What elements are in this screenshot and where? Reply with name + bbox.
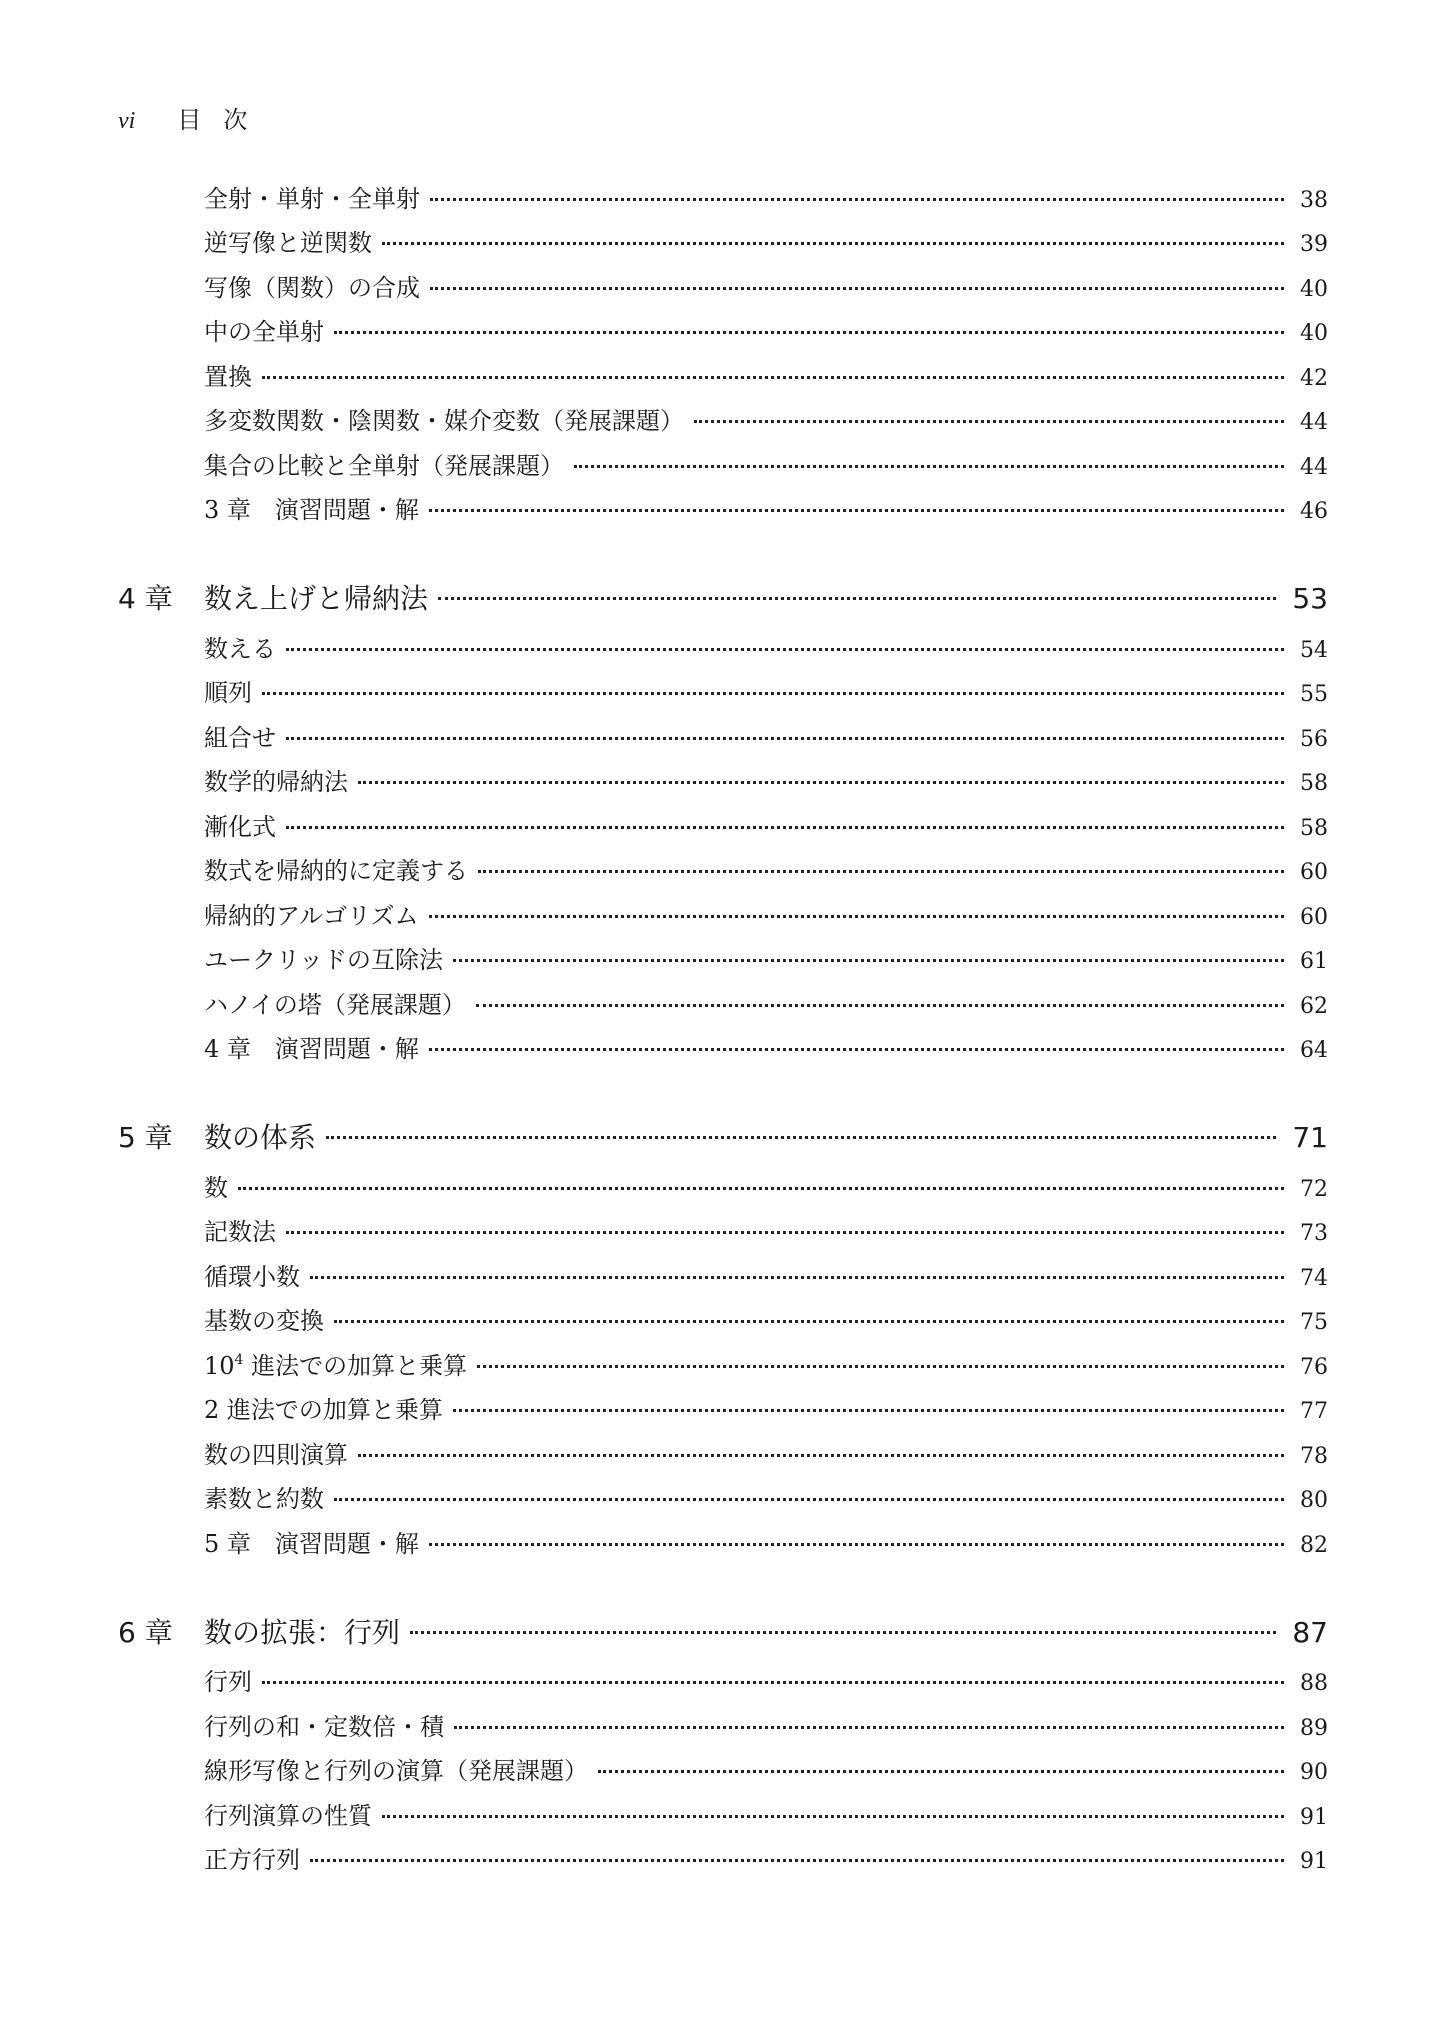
toc-entry-text: 全射・単射・全単射 xyxy=(204,184,420,213)
toc-entry xyxy=(0,1025,1433,1070)
toc-entry-text: 2 進法での加算と乗算 xyxy=(204,1396,443,1425)
dot-leader xyxy=(358,781,1284,784)
toc-entry-label xyxy=(204,673,1328,708)
dot-leader xyxy=(574,465,1284,468)
toc-entry-text: 数式を帰納的に定義する xyxy=(204,857,468,886)
dot-leader xyxy=(262,1681,1284,1684)
toc-entry-page-number: 73 xyxy=(1300,1221,1328,1247)
toc-entry xyxy=(0,1836,1433,1881)
dot-leader xyxy=(694,420,1284,423)
toc-entry-text: 帰納的アルゴリズム xyxy=(204,901,419,930)
toc-entry-label xyxy=(204,940,1328,975)
toc-entry-text: 線形写像と行列の演算（発展課題） xyxy=(204,1757,588,1786)
toc-entry-page-number: 75 xyxy=(1300,1310,1328,1336)
toc-entry-title xyxy=(204,1212,286,1247)
toc-entry xyxy=(0,1475,1433,1520)
toc-entry-page-number: 40 xyxy=(1300,321,1328,347)
chapter-page-number: 71 xyxy=(1292,1121,1328,1154)
toc-entry-title xyxy=(204,1257,310,1292)
toc-entry xyxy=(0,802,1433,847)
toc-entry xyxy=(0,713,1433,758)
toc-entry-text: 数える xyxy=(204,634,276,663)
dot-leader xyxy=(334,1320,1284,1323)
toc-entry-label xyxy=(204,762,1328,797)
dot-leader xyxy=(430,198,1284,201)
dot-leader xyxy=(334,1498,1284,1501)
toc-entry-label xyxy=(204,896,1328,931)
toc-entry-title xyxy=(204,401,694,436)
chapter-number: 6 章 xyxy=(118,1615,173,1649)
toc-entry-label xyxy=(204,490,1328,525)
toc-entry-label xyxy=(204,401,1328,436)
toc-entry-text: 順列 xyxy=(204,679,252,708)
toc-entry-page-number: 39 xyxy=(1300,232,1328,258)
toc-entry xyxy=(0,624,1433,669)
chapter-heading xyxy=(0,1604,1433,1658)
toc-entry-title xyxy=(204,718,286,753)
toc-entry-page-number: 44 xyxy=(1300,454,1328,480)
dot-leader xyxy=(286,826,1284,829)
toc-entry-label xyxy=(204,851,1328,886)
toc-entry xyxy=(0,1208,1433,1253)
toc-entry-title xyxy=(204,629,286,664)
toc-entry-label xyxy=(204,223,1328,258)
toc-entry-label xyxy=(204,1390,1328,1425)
chapter-label xyxy=(204,1611,1328,1651)
toc-entry-text: 置換 xyxy=(204,362,252,391)
dot-leader xyxy=(429,1048,1284,1051)
toc-entry-page-number: 38 xyxy=(1300,187,1328,213)
toc-entry-text-after: 進法での加算と乗算 xyxy=(243,1351,468,1380)
dot-leader xyxy=(382,1815,1284,1818)
dot-leader xyxy=(454,1726,1284,1729)
toc-entry-title xyxy=(204,1840,310,1875)
dot-leader xyxy=(286,648,1284,651)
toc-entry-text: 循環小数 xyxy=(204,1262,300,1291)
running-header xyxy=(118,100,269,135)
toc-entry xyxy=(0,758,1433,803)
chapter-title: 数え上げと帰納法 xyxy=(204,582,429,615)
toc-entry-label xyxy=(204,1435,1328,1470)
toc-entry-text: 素数と約数 xyxy=(204,1485,324,1514)
dot-leader xyxy=(477,1365,1284,1368)
toc-entry-label xyxy=(204,1796,1328,1831)
toc-entry xyxy=(0,980,1433,1025)
toc-entry-page-number: 91 xyxy=(1300,1849,1328,1875)
toc-entry-text: 記数法 xyxy=(204,1218,276,1247)
toc-entry-label xyxy=(204,718,1328,753)
toc-entry xyxy=(0,263,1433,308)
dot-leader xyxy=(410,1631,1276,1634)
dot-leader xyxy=(598,1770,1284,1773)
dot-leader xyxy=(453,1409,1284,1412)
dot-leader xyxy=(382,242,1284,245)
dot-leader xyxy=(262,692,1284,695)
toc-entry-title xyxy=(204,1707,454,1742)
toc-entry-text: 写像（関数）の合成 xyxy=(204,273,420,302)
toc-entry-title xyxy=(204,312,334,347)
toc-entry-text: 行列の和・定数倍・積 xyxy=(204,1712,444,1741)
toc-entry xyxy=(0,1297,1433,1342)
toc-entry-title xyxy=(204,673,262,708)
toc-entry-label xyxy=(204,357,1328,392)
dot-leader xyxy=(310,1276,1284,1279)
toc-entry-text: 漸化式 xyxy=(204,812,276,841)
toc-entry-page-number: 91 xyxy=(1300,1804,1328,1830)
toc-entry-label xyxy=(204,1524,1328,1559)
chapter-title: 数の拡張：行列 xyxy=(204,1615,401,1649)
toc-entry-title xyxy=(204,357,262,392)
toc-entry-page-number: 60 xyxy=(1300,860,1328,886)
toc-entry-label xyxy=(204,1707,1328,1742)
dot-leader xyxy=(262,376,1284,379)
toc-entry-page-number: 46 xyxy=(1300,499,1328,525)
toc-entry-page-number: 78 xyxy=(1300,1443,1328,1469)
toc-entry-title xyxy=(204,851,478,886)
toc-entry-page-number: 54 xyxy=(1300,637,1328,663)
toc-entry-text: ユークリッドの互除法 xyxy=(204,946,444,975)
toc-entry-label xyxy=(204,807,1328,842)
toc-entry-page-number: 76 xyxy=(1300,1354,1328,1380)
toc-entry-label xyxy=(204,985,1328,1020)
toc-entry-title xyxy=(204,268,430,303)
toc-entry-title xyxy=(204,1662,262,1697)
dot-leader xyxy=(334,331,1284,334)
chapter-number: 5 章 xyxy=(118,1121,173,1154)
toc-entry-label xyxy=(204,1840,1328,1875)
toc-entry-text: 基数の変換 xyxy=(204,1307,324,1336)
toc-entry-page-number: 64 xyxy=(1300,1038,1328,1064)
chapter-page-number: 87 xyxy=(1292,1615,1328,1649)
toc-entry-page-number: 62 xyxy=(1300,993,1328,1019)
toc-entry-title xyxy=(204,1751,598,1786)
toc-entry-page-number: 44 xyxy=(1300,410,1328,436)
toc-entry-label xyxy=(204,1662,1328,1697)
toc-entry-label xyxy=(204,1751,1328,1786)
toc-entry-text: 組合せ xyxy=(204,723,276,752)
toc-entry-title xyxy=(204,1301,334,1336)
toc-entry-title xyxy=(204,985,476,1020)
toc-entry-text: 多変数関数・陰関数・媒介変数（発展課題） xyxy=(204,407,684,436)
toc-entry-title xyxy=(204,1346,477,1381)
toc-entry xyxy=(0,219,1433,264)
toc-entry-text: 数の四則演算 xyxy=(204,1440,348,1469)
chapter-label xyxy=(204,577,1328,617)
toc-entry-text: 5 章 演習問題・解 xyxy=(204,1529,419,1558)
toc-entry-label xyxy=(204,446,1328,481)
toc-entry xyxy=(0,1430,1433,1475)
toc-entry-page-number: 77 xyxy=(1300,1399,1328,1425)
dot-leader xyxy=(286,1231,1284,1234)
dot-leader xyxy=(286,737,1284,740)
chapter-page-number: 53 xyxy=(1292,582,1328,615)
toc-entry xyxy=(0,352,1433,397)
toc-entry-title xyxy=(204,807,286,842)
toc-entry-text: 逆写像と逆関数 xyxy=(204,229,372,258)
toc-entry xyxy=(0,174,1433,219)
toc-entry-page-number: 58 xyxy=(1300,815,1328,841)
dot-leader xyxy=(358,1454,1284,1457)
toc-entry-text: 行列 xyxy=(204,1668,252,1697)
toc-entry-text: 行列演算の性質 xyxy=(204,1801,372,1830)
toc-entry-label xyxy=(204,1029,1328,1064)
toc-entry-page-number: 61 xyxy=(1300,949,1328,975)
toc-entry-title xyxy=(204,1029,429,1064)
toc-entry-label xyxy=(204,1346,1328,1381)
toc-entry-page-number: 74 xyxy=(1300,1265,1328,1291)
dot-leader xyxy=(429,509,1284,512)
toc-entry-page-number: 56 xyxy=(1300,726,1328,752)
toc-entry xyxy=(0,1747,1433,1792)
toc-entry-title xyxy=(204,940,453,975)
header-title: 目次 xyxy=(177,106,270,134)
dot-leader xyxy=(476,1004,1284,1007)
toc-entry-title xyxy=(204,762,358,797)
toc-entry-page-number: 89 xyxy=(1300,1715,1328,1741)
toc-entry-text: 正方行列 xyxy=(204,1846,300,1875)
toc-entry-title xyxy=(204,490,429,525)
toc-entry-label xyxy=(204,312,1328,347)
toc-entry-label xyxy=(204,1168,1328,1203)
toc-entry-text: 3 章 演習問題・解 xyxy=(204,496,419,525)
toc-entry xyxy=(0,1386,1433,1431)
dot-leader xyxy=(238,1187,1284,1190)
toc-entry-title xyxy=(204,446,574,481)
header-page-number: vi xyxy=(118,108,136,134)
toc-entry xyxy=(0,308,1433,353)
toc-entry-text: 10 xyxy=(204,1351,235,1380)
dot-leader xyxy=(453,959,1284,962)
toc-entry xyxy=(0,669,1433,714)
dot-leader xyxy=(310,1859,1284,1862)
toc-entry-title xyxy=(204,1479,334,1514)
toc-entry-page-number: 80 xyxy=(1300,1488,1328,1514)
toc-entry-page-number: 40 xyxy=(1300,276,1328,302)
toc-entry-title xyxy=(204,1168,238,1203)
toc-entry-text: 4 章 演習問題・解 xyxy=(204,1035,419,1064)
toc-entry-page-number: 60 xyxy=(1300,904,1328,930)
toc-entry-page-number: 88 xyxy=(1300,1671,1328,1697)
chapter-heading xyxy=(0,1109,1433,1163)
toc-entry-label xyxy=(204,1257,1328,1292)
toc-entry-page-number: 72 xyxy=(1300,1176,1328,1202)
chapter-number: 4 章 xyxy=(118,582,173,615)
toc-entry-title xyxy=(204,179,430,214)
toc-entry xyxy=(0,936,1433,981)
toc-entry-page-number: 90 xyxy=(1300,1760,1328,1786)
toc-entry-label xyxy=(204,1212,1328,1247)
toc-entry-title xyxy=(204,1524,429,1559)
toc-entry-page-number: 82 xyxy=(1300,1532,1328,1558)
toc-entry xyxy=(0,1163,1433,1208)
dot-leader xyxy=(326,1136,1276,1139)
toc-entry xyxy=(0,1658,1433,1703)
toc-entry-text: 中の全単射 xyxy=(204,318,324,347)
toc-entry-page-number: 42 xyxy=(1300,365,1328,391)
toc-entry-label xyxy=(204,1479,1328,1514)
toc-entry-page-number: 55 xyxy=(1300,682,1328,708)
toc-entry-title xyxy=(204,896,429,931)
toc-entry-label xyxy=(204,1301,1328,1336)
toc-entry xyxy=(0,486,1433,531)
chapter-label xyxy=(204,1116,1328,1156)
toc-entry-text: ハノイの塔（発展課題） xyxy=(204,990,466,1019)
dot-leader xyxy=(429,1543,1284,1546)
toc-entry-label xyxy=(204,268,1328,303)
toc-entry xyxy=(0,397,1433,442)
toc-entry-text: 数学的帰納法 xyxy=(204,768,348,797)
table-of-contents xyxy=(0,174,1433,1880)
toc-entry xyxy=(0,1341,1433,1386)
toc-entry-page-number: 58 xyxy=(1300,771,1328,797)
toc-entry-title xyxy=(204,223,382,258)
chapter-title: 数の体系 xyxy=(204,1121,317,1154)
toc-entry xyxy=(0,891,1433,936)
toc-entry-title xyxy=(204,1796,382,1831)
chapter-heading xyxy=(0,570,1433,624)
dot-leader xyxy=(478,870,1284,873)
toc-entry-text: 集合の比較と全単射（発展課題） xyxy=(204,451,564,480)
toc-entry-label xyxy=(204,629,1328,664)
toc-entry xyxy=(0,441,1433,486)
toc-entry xyxy=(0,1519,1433,1564)
toc-entry xyxy=(0,847,1433,892)
toc-entry xyxy=(0,1791,1433,1836)
toc-entry xyxy=(0,1252,1433,1297)
superscript-exponent: 4 xyxy=(234,1351,244,1368)
toc-entry-title xyxy=(204,1435,358,1470)
toc-entry-text: 数 xyxy=(204,1173,228,1202)
toc-entry-label xyxy=(204,179,1328,214)
dot-leader xyxy=(438,597,1276,600)
toc-entry-title xyxy=(204,1390,453,1425)
dot-leader xyxy=(429,915,1284,918)
dot-leader xyxy=(430,287,1284,290)
toc-entry xyxy=(0,1702,1433,1747)
